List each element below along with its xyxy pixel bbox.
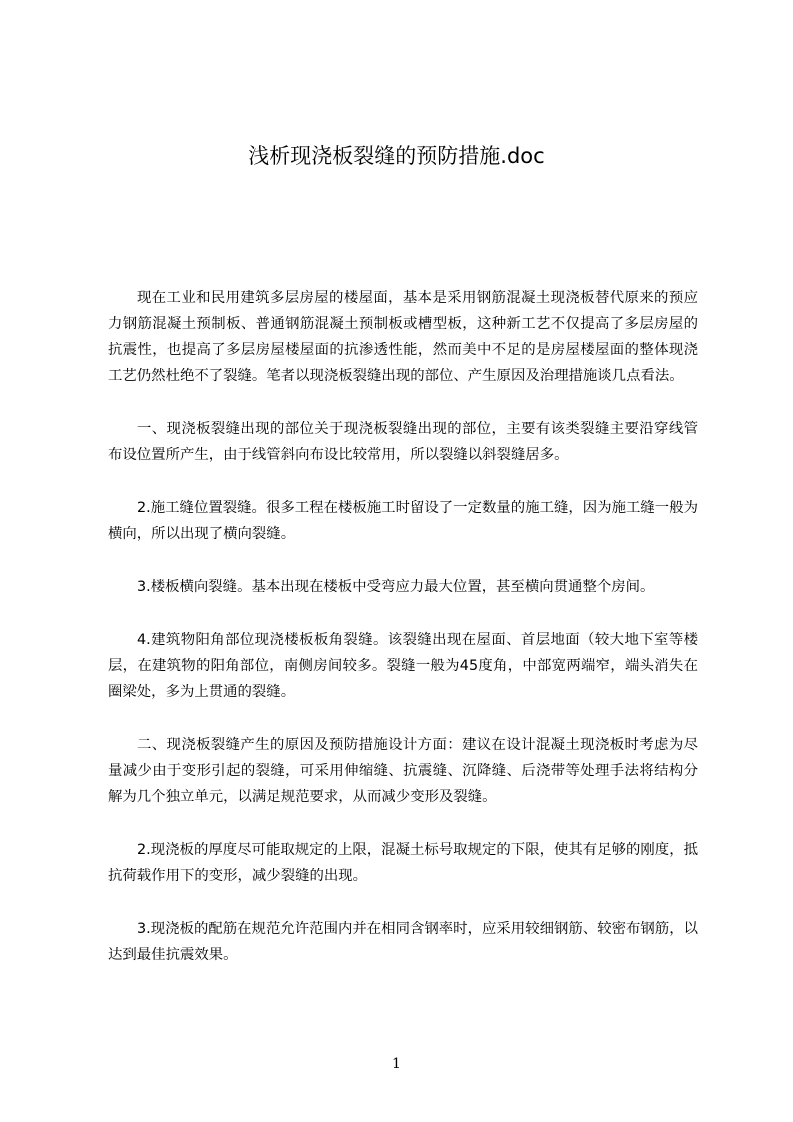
document-title: 浅析现浇板裂缝的预防措施.doc	[248, 144, 545, 168]
paragraph-slab-thickness: 2.现浇板的厚度尽可能取规定的上限，混凝土标号取规定的下限，使其有足够的刚度，抵抗荷载作用下的变形，减少裂缝的出现。	[108, 842, 698, 884]
document-body	[108, 285, 698, 995]
paragraph-reinforcement: 3.现浇板的配筋在规范允许范围内并在相同含钢率时，应采用较细钢筋、较密布钢筋，以达到最佳抗震效果。	[108, 921, 698, 963]
paragraph-transverse-crack: 3.楼板横向裂缝。基本出现在楼板中受弯应力最大位置，甚至横向贯通整个房间。	[137, 579, 655, 595]
paragraph-section-1: 一、现浇板裂缝出现的部位关于现浇板裂缝出现的部位，主要有该类裂缝主要沿穿线管布设位置所产生，由于线管斜向布设比较常用，所以裂缝以斜裂缝居多。	[108, 421, 698, 463]
paragraph-corner-crack: 4.建筑物阳角部位现浇楼板板角裂缝。该裂缝出现在屋面、首层地面（较大地下室等楼层，在建筑物的阳角部位，南侧房间较多。裂缝一般为45度角，中部宽两端窄，端头消失在圈梁处，多为上贯通的裂缝。	[108, 632, 698, 700]
paragraph-construction-joint: 2.施工缝位置裂缝。很多工程在楼板施工时留设了一定数量的施工缝，因为施工缝一般为横向，所以出现了横向裂缝。	[108, 500, 698, 542]
paragraph-intro: 现在工业和民用建筑多层房屋的楼屋面，基本是采用钢筋混凝土现浇板替代原来的预应力钢筋混凝土预制板、普通钢筋混凝土预制板或槽型板，这种新工艺不仅提高了多层房屋的抗震性，也提高了多层房屋楼屋面的抗渗透性能，然而美中不足的是房屋楼屋面的整体现浇工艺仍然杜绝不了裂缝。笔者以现浇板裂缝出现的部位、产生原因及治理措施谈几点看法。	[108, 290, 698, 384]
paragraph-section-2: 二、现浇板裂缝产生的原因及预防措施设计方面：建议在设计混凝土现浇板时考虑为尽量减少由于变形引起的裂缝，可采用伸缩缝、抗震缝、沉降缝、后浇带等处理手法将结构分解为几个独立单元，以满足规范要求，从而减少变形及裂缝。	[108, 737, 698, 805]
page-number: 1	[392, 1056, 401, 1072]
